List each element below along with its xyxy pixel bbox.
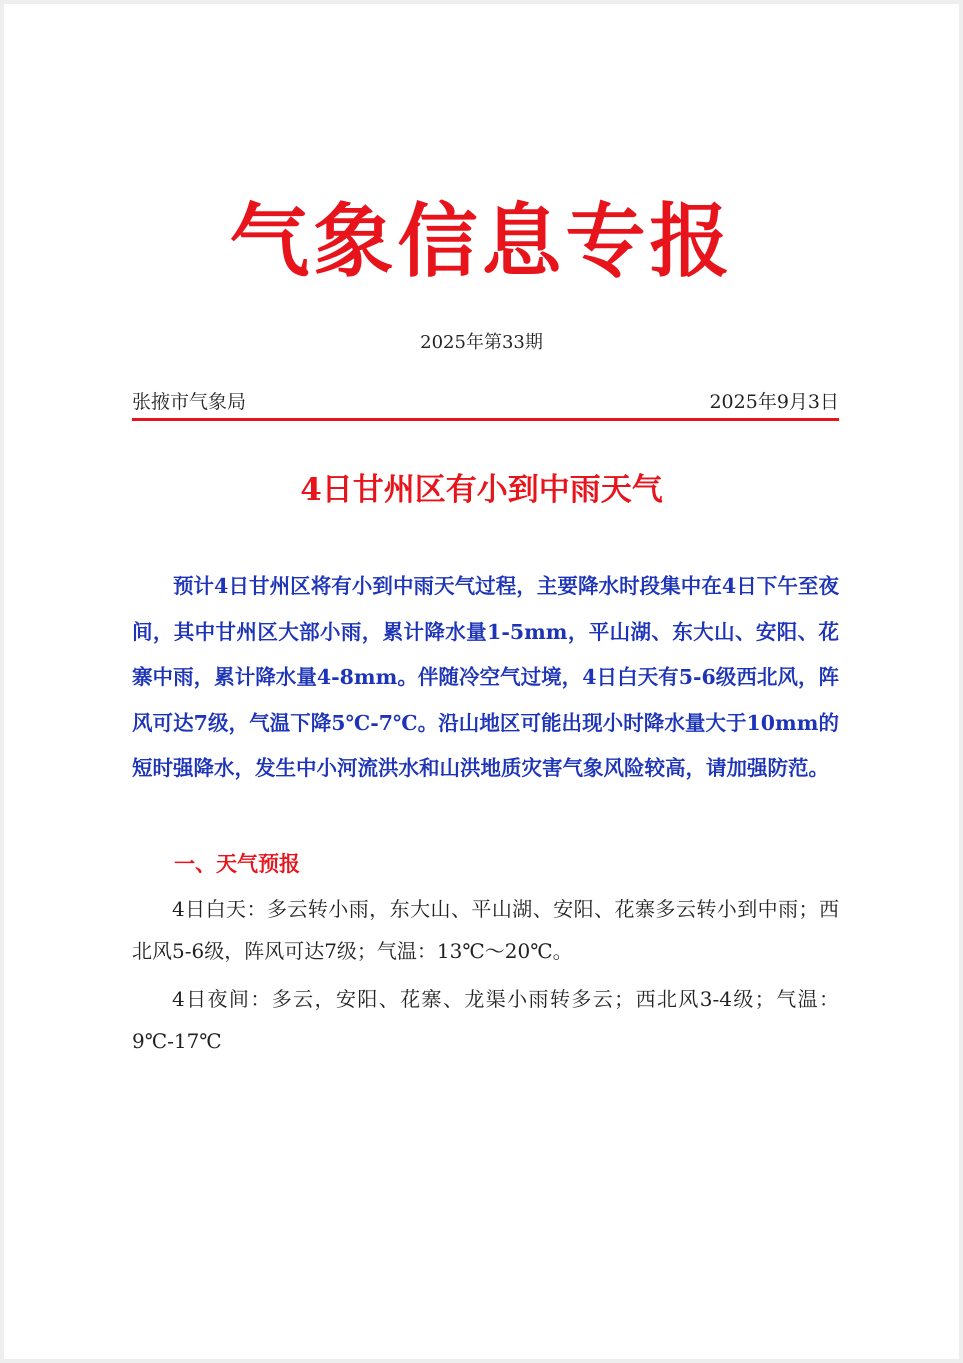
- red-divider-line: [132, 418, 839, 421]
- forecast-day-paragraph: 4日白天：多云转小雨，东大山、平山湖、安阳、花寨多云转小到中雨；西北风5-6级，阵风可达7级；气温：13℃～20℃。: [132, 897, 839, 963]
- summary-paragraph: 预计4日甘州区将有小到中雨天气过程，主要降水时段集中在4日下午至夜间，其中甘州区大部小雨，累计降水量1-5mm，平山湖、东大山、安阳、花寨中雨，累计降水量4-8mm。伴随冷空气过境，4日白天有5-6级西北风，阵风可达7级，气温下降5℃-7℃。沿山地区可能出现小时降水量大于10mm的短时强降水，发生中小河流洪水和山洪地质灾害气象风险较高，请加强防范。: [132, 574, 839, 780]
- issue-date: 2025年9月3日: [709, 391, 839, 413]
- headline: 4日甘州区有小到中雨天气: [300, 472, 663, 508]
- document-page: [4, 4, 959, 1359]
- issuer-name: 张掖市气象局: [132, 391, 247, 413]
- section-heading-forecast: 一、天气预报: [174, 852, 300, 876]
- issue-number: 2025年第33期: [420, 332, 543, 353]
- forecast-night-paragraph: 4日夜间：多云，安阳、花寨、龙渠小雨转多云；西北风3-4级；气温：9℃-17℃: [132, 987, 839, 1053]
- masthead-title: 气象信息专报: [229, 195, 734, 288]
